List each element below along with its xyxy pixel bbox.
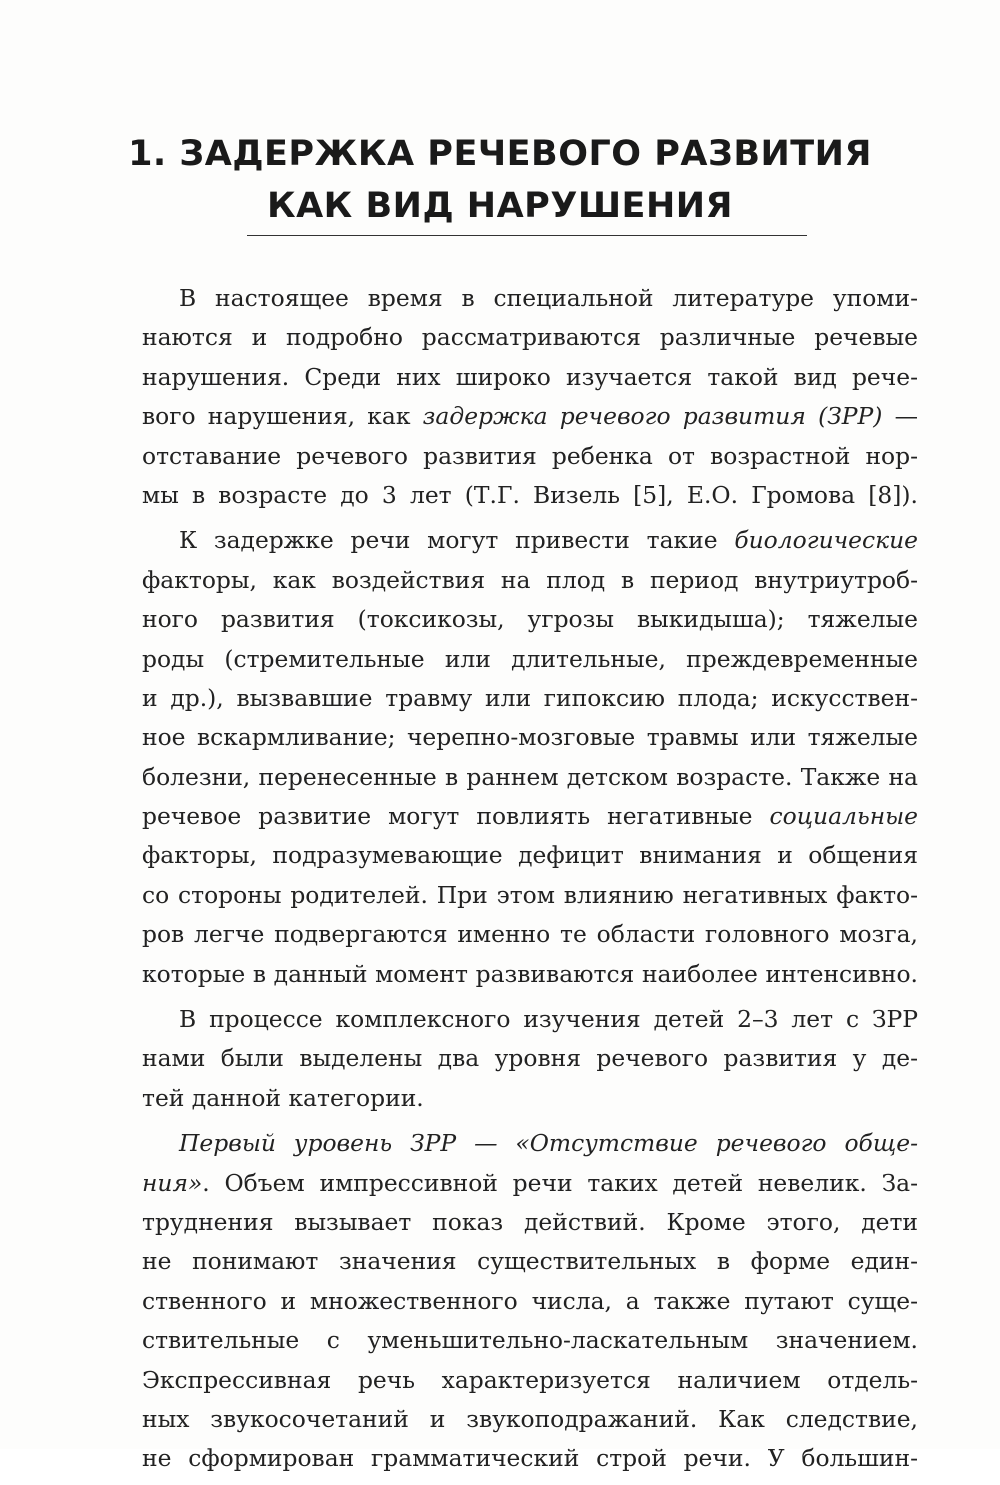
paragraph-1	[142, 279, 918, 515]
term-italic: биологические	[734, 526, 918, 555]
chapter-heading-line-1: 1. ЗАДЕРЖКА РЕЧЕВОГО РАЗВИТИЯ	[128, 134, 872, 174]
chapter-body	[142, 279, 918, 1485]
text-line: ное вскармливание; черепно-мозговые травмы или тяжелые	[142, 723, 918, 752]
text-run: вого нарушения, как	[142, 402, 423, 431]
text-line: В настоящее время в специальной литературе упоми-	[179, 284, 918, 312]
text-line	[142, 397, 918, 436]
text-line: факторы, подразумевающие дефицит внимания и общения	[142, 841, 918, 870]
paragraph-4	[142, 1124, 918, 1479]
text-line: мы в возрасте до 3 лет (Т.Г. Визель [5], Е.О. Громова [8]).	[142, 480, 918, 509]
text-line: тей данной категории.	[142, 1083, 424, 1112]
text-line: не сформирован грамматический строй речи. У большин-	[142, 1444, 918, 1473]
text-line: и др.), вызвавшие травму или гипоксию плода; искусствен-	[142, 683, 918, 712]
text-run: речевое развитие могут повлиять негативные	[142, 802, 770, 831]
text-line	[142, 797, 918, 836]
text-line: Экспрессивная речь характеризуется наличием отдель-	[142, 1365, 918, 1394]
chapter-heading-line-2: КАК ВИД НАРУШЕНИЯ	[266, 186, 733, 226]
text-line: нами были выделены два уровня речевого развития у де-	[142, 1044, 918, 1073]
text-run: . Объем импрессивной речи таких детей невелик. За-	[202, 1168, 918, 1197]
text-line: отставание речевого развития ребенка от возрастной нор-	[142, 441, 918, 470]
text-line	[142, 1164, 918, 1203]
text-line: ного развития (токсикозы, угрозы выкидыша); тяжелые	[142, 605, 918, 634]
text-line: ственного и множественного числа, а также путают суще-	[142, 1286, 918, 1315]
text-line: ных звукосочетаний и звукоподражаний. Как следствие,	[142, 1404, 918, 1433]
paragraph-3	[142, 1000, 918, 1118]
heading-divider	[247, 235, 807, 236]
text-line: ствительные с уменьшительно-ласкательным значением.	[142, 1326, 918, 1355]
text-line: В процессе комплексного изучения детей 2–3 лет с ЗРР	[179, 1005, 918, 1034]
paragraph-2	[142, 521, 918, 994]
text-line: которые в данный момент развиваются наиболее интенсивно.	[142, 959, 918, 988]
term-italic: социальные	[769, 802, 918, 831]
text-line: наются и подробно рассматриваются различные речевые	[142, 323, 918, 352]
text-line: труднения вызывает показ действий. Кроме этого, дети	[142, 1207, 918, 1236]
text-line	[142, 521, 918, 560]
chapter-heading	[0, 128, 1000, 232]
text-line: не понимают значения существительных в форме един-	[142, 1247, 918, 1276]
text-line: роды (стремительные или длительные, преждевременные	[142, 644, 918, 673]
text-run: К задержке речи могут привести такие	[179, 526, 735, 555]
text-line	[142, 1124, 918, 1163]
text-line: факторы, как воздействия на плод в период внутриутроб-	[142, 565, 918, 594]
term-italic: Первый уровень ЗРР — «Отсутствие речевого обще-	[179, 1129, 918, 1158]
text-line: ров легче подвергаются именно те области головного мозга,	[142, 920, 918, 949]
text-line: со стороны родителей. При этом влиянию негативных факто-	[142, 880, 918, 909]
text-line: нарушения. Среди них широко изучается такой вид рече-	[142, 362, 918, 391]
term-italic: ния»	[142, 1168, 203, 1197]
text-run: —	[882, 402, 918, 431]
term-italic: задержка речевого развития (ЗРР)	[422, 402, 883, 431]
text-line: болезни, перенесенные в раннем детском возрасте. Также на	[142, 762, 918, 791]
